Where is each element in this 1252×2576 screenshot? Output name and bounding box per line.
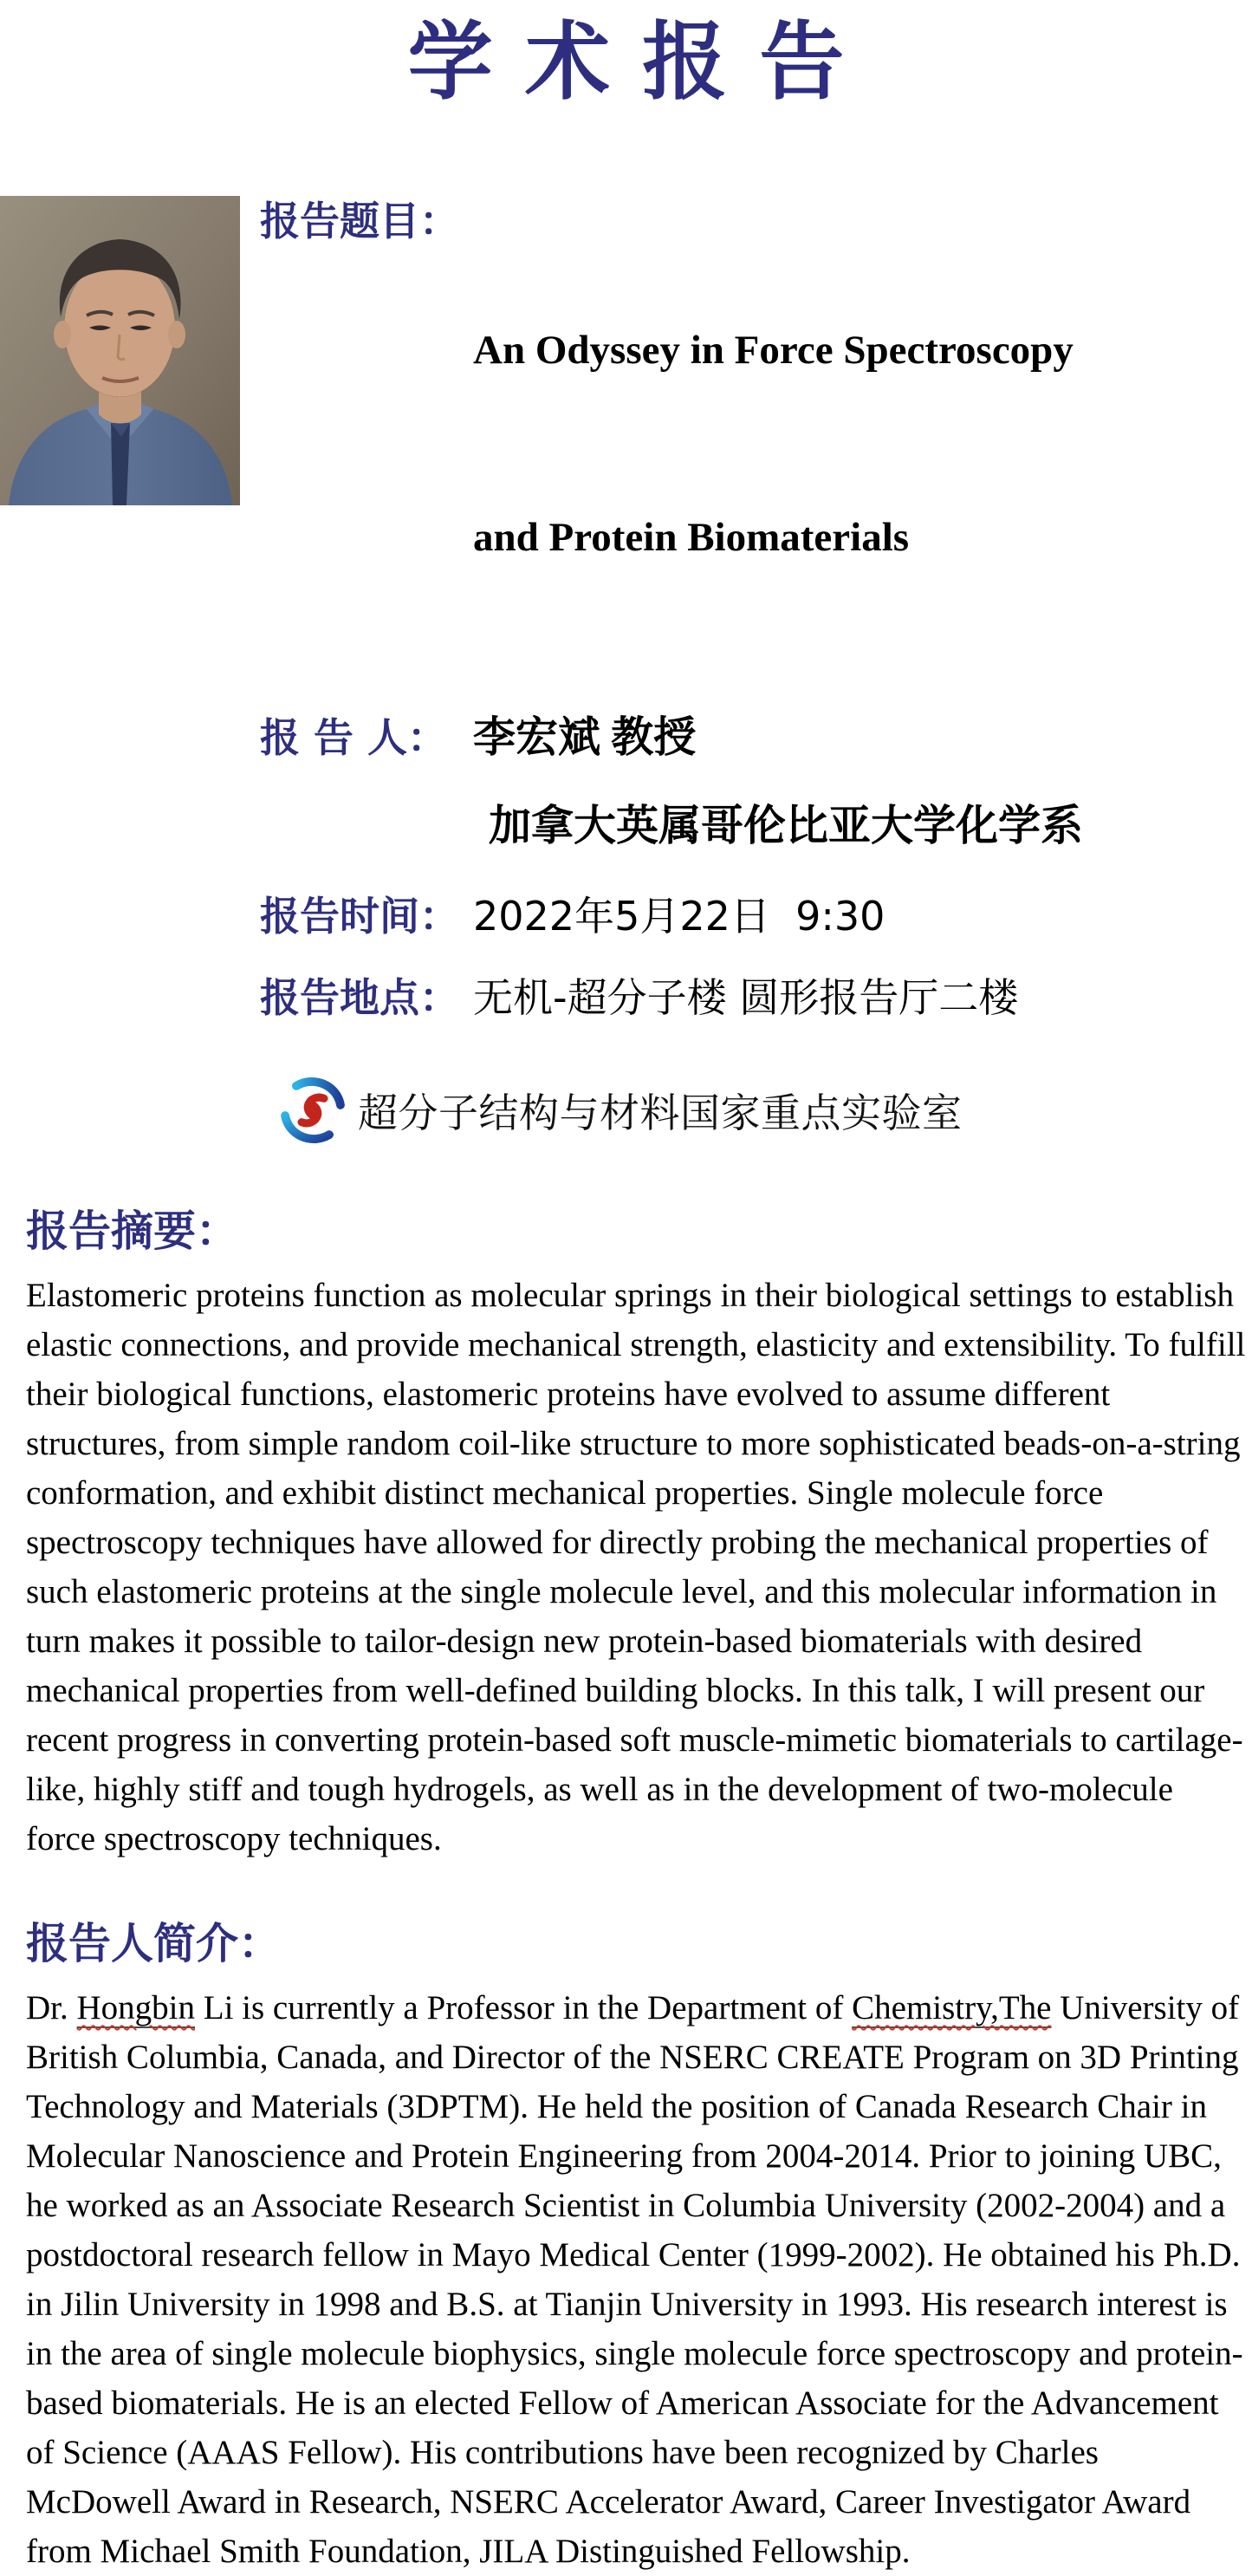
title-label: 报告题目： xyxy=(260,198,459,244)
speaker-label: 报 告 人： xyxy=(260,714,448,761)
lecture-time: 2022年5月22日 9:30 xyxy=(473,893,885,940)
info-row-speaker xyxy=(260,711,1252,764)
info-row-location xyxy=(260,971,1252,1025)
lecture-location: 无机-超分子楼 圆形报告厅二楼 xyxy=(473,974,1019,1021)
info-row-title xyxy=(260,194,1252,693)
lecture-title-line1: An Odyssey in Force Spectroscopy xyxy=(473,328,1074,373)
abstract-paragraph: Elastomeric proteins function as molecular springs in their biological settings to establish elastic connections, and provide mechanical strength, elasticity and extensibility. To fulfill their biological functions, elastomeric proteins have evolved to assume different structures, from simple random coil-like structure to more sophisticated beads-on-a-string conformation, and exhibit distinct mechanical properties. Single molecule force spectroscopy techniques have allowed for directly probing the mechanical properties of such elastomeric proteins at the single molecule level, and this molecular information in turn makes it possible to tailor-design new protein-based biomaterials with desired mechanical properties from well-defined building blocks. In this talk, I will present our recent progress in converting protein-based soft muscle-mimetic biomaterials to cartilage-like, highly stiff and tough hydrogels, as well as in the development of two-molecule force spectroscopy techniques. xyxy=(26,1277,1246,1857)
bio-seg-underlined-dept: Chemistry,The xyxy=(852,1989,1052,2026)
lecture-title-en xyxy=(473,194,1074,693)
lab-line xyxy=(280,1077,1252,1144)
bio-paragraph xyxy=(26,1983,1247,2576)
abstract-heading: 报告摘要： xyxy=(26,1207,239,1256)
bio-seg-mid: Li is currently a Professor in the Department of xyxy=(195,1989,853,2026)
bio-seg-rest: University of British Columbia, Canada, and Director of the NSERC CREATE Program on 3D Printing Technology and Materials (3DPTM). He held the position of Canada Research Chair in Molecular Nanoscience and Protein Engineering from 2004-2014. Prior to joining UBC, he worked as an Associate Research Scientist in Columbia University (2002-2004) and a postdoctoral research fellow in Mayo Medical Center (1999-2002). He obtained his Ph.D. in Jilin University in 1998 and B.S. at Tianjin University in 1993. His research interest is in the area of single molecule biophysics, single molecule force spectroscopy and protein-based biomaterials. He is an elected Fellow of American Associate for the Advancement of Science (AAAS Fellow). His contributions have been recognized by Charles McDowell Award in Research, NSERC Accelerator Award, Career Investigator Award from Michael Smith Foundation, JILA Distinguished Fellowship. xyxy=(26,1989,1243,2570)
poster-title: 学术报告 xyxy=(407,13,877,112)
speaker-name: 李宏斌 教授 xyxy=(473,713,697,761)
info-row-affiliation xyxy=(260,799,1252,853)
bio-heading: 报告人简介： xyxy=(26,1919,282,1968)
logo-arc-bottom xyxy=(285,1116,329,1139)
photo-face xyxy=(64,258,175,397)
location-label: 报告地点： xyxy=(260,974,459,1021)
speaker-photo xyxy=(0,196,240,505)
bio-seg-pre: Dr. xyxy=(26,1989,77,2026)
speaker-affiliation: 加拿大英属哥伦比亚大学化学系 xyxy=(489,802,1084,849)
logo-arc-top xyxy=(296,1082,341,1105)
photo-ear-right xyxy=(168,321,185,348)
lecture-info xyxy=(260,194,1252,1025)
lab-swirl-logo-icon xyxy=(280,1077,346,1144)
info-row-time xyxy=(260,889,1252,943)
time-label: 报告时间： xyxy=(260,893,459,940)
header-section xyxy=(0,194,1252,1025)
photo-ear-left xyxy=(54,321,71,348)
lecture-title-line2: and Protein Biomaterials xyxy=(473,515,910,560)
lab-name: 超分子结构与材料国家重点实验室 xyxy=(358,1091,963,1135)
bio-seg-underlined-name: Hongbin xyxy=(76,1989,195,2026)
